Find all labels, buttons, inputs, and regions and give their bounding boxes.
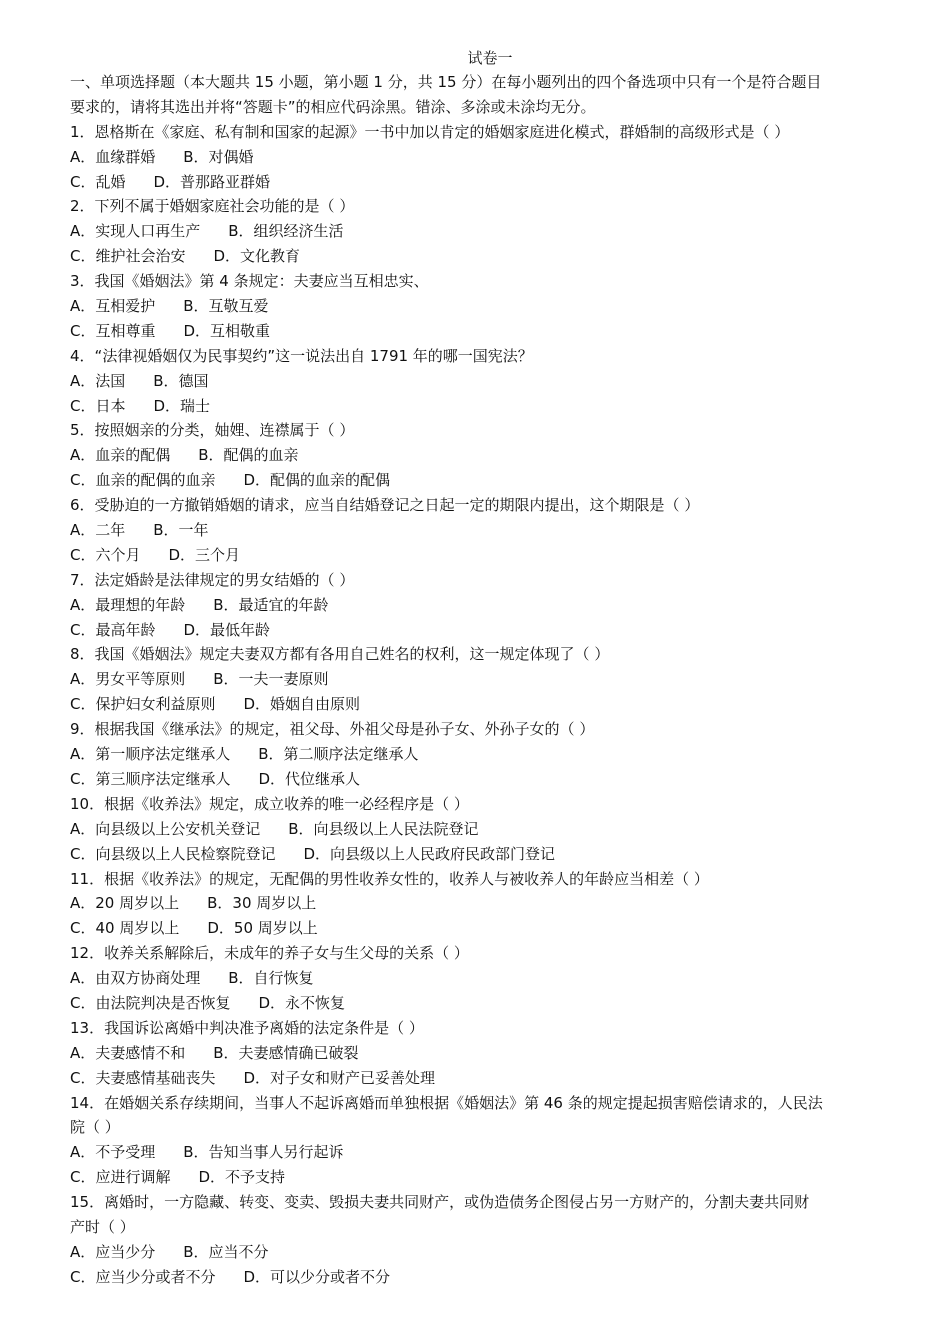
- question-item: [70, 1091, 910, 1191]
- option-row: [70, 319, 910, 344]
- option-row: [70, 369, 910, 394]
- answer-option: A．男女平等原则: [70, 670, 186, 689]
- answer-option: A．由双方协商处理: [70, 969, 201, 988]
- answer-option: D．三个月: [168, 545, 241, 564]
- question-stem: 9．根据我国《继承法》的规定，祖父母、外祖父母是孙子女、外孙子女的（ ）: [70, 720, 595, 739]
- section-instructions-line-2: 要求的，请将其选出并将“答题卡”的相应代码涂黑。错涂、多涂或未涂均无分。: [70, 97, 596, 116]
- question-item: [70, 568, 910, 643]
- option-row: [70, 170, 910, 195]
- option-row: [70, 1041, 910, 1066]
- option-row: [70, 294, 910, 319]
- question-item: [70, 642, 910, 717]
- answer-option: B．最适宜的年龄: [213, 595, 329, 614]
- question-list: [70, 120, 910, 1290]
- answer-option: C．六个月: [70, 545, 141, 564]
- question-item: [70, 120, 910, 195]
- answer-option: A．最理想的年龄: [70, 595, 186, 614]
- option-row: [70, 443, 910, 468]
- answer-option: C．40 周岁以上: [70, 919, 180, 938]
- question-item: [70, 194, 910, 269]
- option-row: [70, 394, 910, 419]
- question-stem: 2．下列不属于婚姻家庭社会功能的是（ ）: [70, 197, 355, 216]
- question-stem: 8．我国《婚姻法》规定夫妻双方都有各用自己姓名的权利，这一规定体现了（ ）: [70, 645, 610, 664]
- answer-option: A．应当少分: [70, 1242, 156, 1261]
- answer-option: D．普那路亚群婚: [153, 172, 271, 191]
- answer-option: A．第一顺序法定继承人: [70, 745, 231, 764]
- answer-option: D．向县级以上人民政府民政部门登记: [303, 844, 556, 863]
- option-row: [70, 817, 910, 842]
- answer-option: B．夫妻感情确已破裂: [213, 1043, 359, 1062]
- question-item: [70, 792, 910, 867]
- answer-option: B．向县级以上人民法院登记: [288, 819, 479, 838]
- answer-option: C．应进行调解: [70, 1168, 171, 1187]
- answer-option: D．瑞士: [153, 396, 211, 415]
- option-row: [70, 891, 910, 916]
- option-row: [70, 1240, 910, 1265]
- answer-option: B．自行恢复: [228, 969, 314, 988]
- exam-page: [70, 46, 910, 1290]
- answer-option: A．实现人口再生产: [70, 222, 201, 241]
- answer-option: C．向县级以上人民检察院登记: [70, 844, 276, 863]
- option-row: [70, 618, 910, 643]
- answer-option: B．对偶婚: [183, 147, 254, 166]
- question-stem: 7．法定婚龄是法律规定的男女结婚的（ ）: [70, 570, 355, 589]
- option-row: [70, 145, 910, 170]
- answer-option: D．文化教育: [213, 247, 301, 266]
- option-row: [70, 667, 910, 692]
- question-item: [70, 418, 910, 493]
- answer-option: C．互相尊重: [70, 321, 156, 340]
- question-stem: 1．恩格斯在《家庭、私有制和国家的起源》一书中加以肯定的婚姻家庭进化模式，群婚制的高级形式是（ ）: [70, 122, 790, 141]
- option-row: [70, 244, 910, 269]
- answer-option: C．保护妇女利益原则: [70, 695, 216, 714]
- option-row: [70, 1140, 910, 1165]
- answer-option: D．婚姻自由原则: [243, 695, 361, 714]
- answer-option: D．最低年龄: [183, 620, 271, 639]
- option-row: [70, 692, 910, 717]
- answer-option: B．30 周岁以上: [207, 894, 317, 913]
- question-item: [70, 941, 910, 1016]
- answer-option: B．一年: [153, 521, 209, 540]
- answer-option: C．夫妻感情基础丧失: [70, 1068, 216, 1087]
- answer-option: B．德国: [153, 371, 209, 390]
- answer-option: C．乱婚: [70, 172, 126, 191]
- page-title: 试卷一: [467, 49, 513, 67]
- question-item: [70, 1190, 910, 1290]
- question-stem: 6．受胁迫的一方撤销婚姻的请求，应当自结婚登记之日起一定的期限内提出，这个期限是（ ）: [70, 496, 700, 515]
- answer-option: D．对子女和财产已妥善处理: [243, 1068, 436, 1087]
- answer-option: B．第二顺序法定继承人: [258, 745, 419, 764]
- question-item: [70, 269, 910, 344]
- question-stem: 4．“法律视婚姻仅为民事契约”这一说法出自 1791 年的哪一国宪法？: [70, 346, 533, 365]
- question-stem: 11．根据《收养法》的规定，无配偶的男性收养女性的，收养人与被收养人的年龄应当相差（ ）: [70, 869, 709, 888]
- question-stem: 5．按照姻亲的分类，妯娌、连襟属于（ ）: [70, 421, 355, 440]
- option-row: [70, 518, 910, 543]
- question-item: [70, 1016, 910, 1091]
- answer-option: B．组织经济生活: [228, 222, 344, 241]
- answer-option: B．互敬互爱: [183, 297, 269, 316]
- option-row: [70, 543, 910, 568]
- answer-option: D．永不恢复: [258, 993, 346, 1012]
- answer-option: D．配偶的血亲的配偶: [243, 471, 391, 490]
- option-row: [70, 767, 910, 792]
- answer-option: C．血亲的配偶的血亲: [70, 471, 216, 490]
- answer-option: D．50 周岁以上: [207, 919, 318, 938]
- answer-option: B．应当不分: [183, 1242, 269, 1261]
- answer-option: D．互相敬重: [183, 321, 271, 340]
- answer-option: A．二年: [70, 521, 126, 540]
- answer-option: C．维护社会治安: [70, 247, 186, 266]
- question-stem: 产时（ ）: [70, 1217, 135, 1236]
- answer-option: C．应当少分或者不分: [70, 1267, 216, 1286]
- answer-option: C．最高年龄: [70, 620, 156, 639]
- answer-option: A．不予受理: [70, 1143, 156, 1162]
- question-item: [70, 344, 910, 419]
- question-stem: 10．根据《收养法》规定，成立收养的唯一必经程序是（ ）: [70, 794, 469, 813]
- question-stem: 14．在婚姻关系存续期间，当事人不起诉离婚而单独根据《婚姻法》第 46 条的规定提起损害赔偿请求的，人民法: [70, 1093, 823, 1112]
- answer-option: B．配偶的血亲: [198, 446, 299, 465]
- option-row: [70, 966, 910, 991]
- answer-option: A．20 周岁以上: [70, 894, 180, 913]
- answer-option: A．血缘群婚: [70, 147, 156, 166]
- answer-option: D．代位继承人: [258, 769, 361, 788]
- answer-option: A．血亲的配偶: [70, 446, 171, 465]
- option-row: [70, 991, 910, 1016]
- answer-option: A．夫妻感情不和: [70, 1043, 186, 1062]
- answer-option: C．由法院判决是否恢复: [70, 993, 231, 1012]
- answer-option: A．法国: [70, 371, 126, 390]
- option-row: [70, 1165, 910, 1190]
- section-instructions-line-1: 一、单项选择题（本大题共 15 小题，第小题 1 分，共 15 分）在每小题列出的四个备选项中只有一个是符合题目: [70, 73, 822, 91]
- question-item: [70, 493, 910, 568]
- option-row: [70, 1066, 910, 1091]
- question-item: [70, 867, 910, 942]
- option-row: [70, 219, 910, 244]
- option-row: [70, 1265, 910, 1290]
- question-item: [70, 717, 910, 792]
- option-row: [70, 742, 910, 767]
- answer-option: A．互相爱护: [70, 297, 156, 316]
- question-stem: 院（ ）: [70, 1118, 120, 1137]
- question-stem: 3．我国《婚姻法》第 4 条规定：夫妻应当互相忠实、: [70, 272, 429, 291]
- option-row: [70, 593, 910, 618]
- question-stem: 13．我国诉讼离婚中判决准予离婚的法定条件是（ ）: [70, 1018, 424, 1037]
- answer-option: B．告知当事人另行起诉: [183, 1143, 344, 1162]
- answer-option: A．向县级以上公安机关登记: [70, 819, 261, 838]
- answer-option: B．一夫一妻原则: [213, 670, 329, 689]
- answer-option: D．可以少分或者不分: [243, 1267, 391, 1286]
- option-row: [70, 916, 910, 941]
- question-stem: 15．离婚时，一方隐藏、转变、变卖、毁损夫妻共同财产，或伪造债务企图侵占另一方财产的，分割夫妻共同财: [70, 1193, 810, 1212]
- option-row: [70, 842, 910, 867]
- answer-option: D．不予支持: [198, 1168, 286, 1187]
- answer-option: C．日本: [70, 396, 126, 415]
- answer-option: C．第三顺序法定继承人: [70, 769, 231, 788]
- question-stem: 12．收养关系解除后，未成年的养子女与生父母的关系（ ）: [70, 944, 469, 963]
- option-row: [70, 468, 910, 493]
